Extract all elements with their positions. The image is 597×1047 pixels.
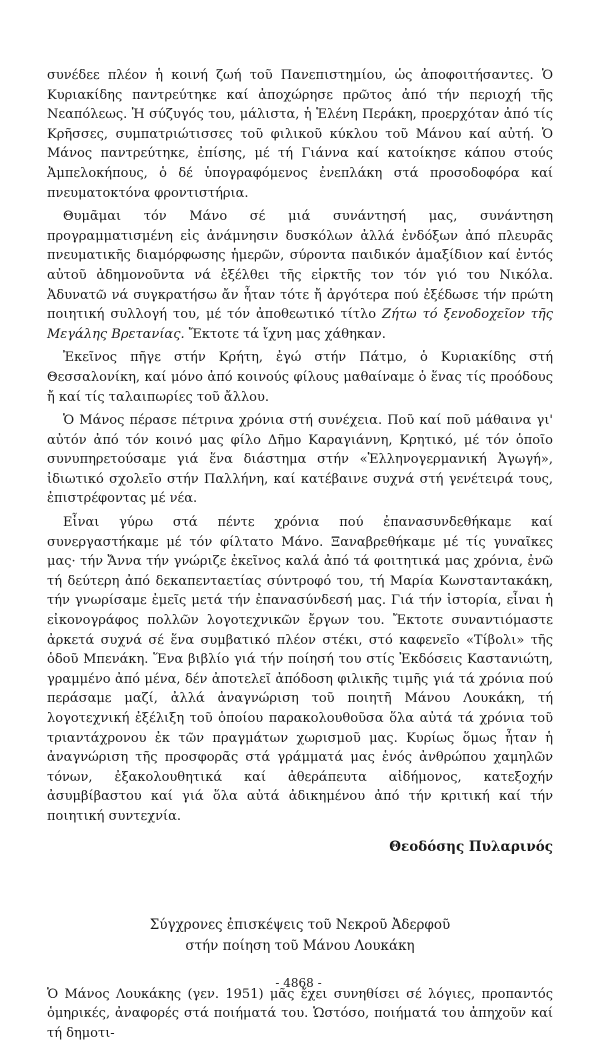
section-paragraph	[47, 985, 553, 1044]
paragraph-4-text: Ὁ Μάνος πέρασε πέτρινα χρόνια στή συνέχεια. Ποῦ καί ποῦ μάθαινα γι' αὐτόν ἀπό τόν κοινό μας φίλο Δῆμο Καραγιάννη, Κρητικό, μέ τόν ὁποῖο συνυπηρετούσαμε γιά ἕνα διάστημα στήν «Ἑλληνογερμανική Ἀγωγή», ἰδιωτικό σχολεῖο στήν Παλλήνη, καί κατέβαινε συχνά στή γενέτειρά τους, ἐπιστρέφοντας μέ νέα.	[47, 413, 553, 507]
section-title-line-2: στήν ποίηση τοῦ Μάνου Λουκάκη	[185, 937, 415, 954]
page-number: - 4868 -	[275, 976, 322, 990]
paragraph-3-text: Ἐκεῖνος πῆγε στήν Κρήτη, ἐγώ στήν Πάτμο, ὁ Κυριακίδης στή Θεσσαλονίκη, καί μόνο ἀπό κοινούς φίλους μαθαίναμε ὁ ἕνας τίς προόδους ἤ καί τίς ταλαιπωρίες τοῦ ἄλλου.	[47, 350, 553, 405]
section-title	[47, 915, 553, 957]
paragraph-2	[47, 207, 553, 344]
paragraph-3	[47, 348, 553, 407]
book-title: Ζήτω τό ξενοδοχεῖον τῆς Μεγάλης Βρετανίας.	[47, 307, 553, 342]
paragraph-2-text-end: Ἔκτοτε τά ἴχνη μας χάθηκαν.	[184, 326, 386, 342]
paragraph-2-text: Θυμᾶμαι τόν Μάνο σέ μιά συνάντησή μας, συνάντηση προγραμματισμένη εἰς ἀνάμνησιν δυσκόλων ἀλλά ἐνδόξων ἀπό πλευρᾶς πνευματικῆς διαμόρφωσης ἡμερῶν, σύροντα παιδικόν ἁμαξίδιον καί ἐντός αὐτοῦ ἀδημονοῦντα νά ἐξέλθει τῆς εἱρκτῆς τον τόν γιό του Νικόλα. Ἀδυνατῶ νά συγκρατήσω ἄν ἦταν τότε ἤ ἀργότερα πού ἐξέδωσε τήν πρώτη ποιητική συλλογή του, μέ τόν ἀποθεωτικό τίτλο	[47, 209, 553, 323]
paragraph-1-text: συνέδεε πλέον ἡ κοινή ζωή τοῦ Πανεπιστημίου, ὡς ἀποφοιτήσαντες. Ὁ Κυριακίδης παντρεύτηκε καί ἀποχώρησε πρῶτος ἀπό τήν περιοχή τῆς Νεαπόλεως. Ἡ σύζυγός του, μάλιστα, ἡ Ἑλένη Περάκη, προερχόταν ἀπό τίς Κρῆσσες, συμπατριώτισσες τοῦ φιλικοῦ κύκλου τοῦ Μάνου καί αὐτή. Ὁ Μάνος παντρεύτηκε, ἐπίσης, μέ τή Γιάννα καί κατοίκησε κάπου στούς Ἀμπελοκήπους, ὁ δέ ὑπογραφόμενος ἐνεπλάκη στά προσοδοφόρα καί πνευματοκτόνα φροντιστήρια.	[47, 68, 553, 201]
paragraph-1	[47, 66, 553, 203]
section-title-line-1: Σύγχρονες ἐπισκέψεις τοῦ Νεκροῦ Ἀδερφοῦ	[149, 916, 451, 933]
paragraph-4	[47, 411, 553, 509]
author-signature: Θεοδόσης Πυλαρινός	[389, 838, 553, 855]
page-body	[47, 66, 553, 1047]
section-paragraph-text: Ὁ Μάνος Λουκάκης (γεν. 1951) μᾶς ἔχει συνηθίσει σέ λόγιες, προπαντός ὁμηρικές, ἀναφορές στά ποιήματά του. Ὡστόσο, ποιήματά του ἀπηχοῦν καί τή δημοτι-	[47, 986, 553, 1041]
paragraph-5	[47, 513, 553, 827]
paragraph-5-text: Εἶναι γύρω στά πέντε χρόνια πού ἐπανασυνδεθήκαμε καί συνεργαστήκαμε μέ τόν φίλτατο Μάνο. Ξαναβρεθήκαμε μέ τίς γυναῖκες μας· τήν Ἄννα τήν γνώριζε ἐκεῖνος καλά ἀπό τά φοιτητικά μας χρόνια, ἐνῶ τή δεύτερη ἀπό δεκαπενταετίας σύντροφό του, τή Μαρία Κωνσταντακάκη, τήν γνωρίσαμε ἐμεῖς μετά τήν ἐπανασύνδεσή μας. Γιά τήν ἱστορία, εἶναι ἡ εἰκονογράφος πολλῶν λογοτεχνικῶν ἔργων του. Ἔκτοτε συναντιόμαστε ἀρκετά συχνά σέ ἕνα συμβατικό πλέον στέκι, στό καφενεῖο «Τίβολι» τῆς ὁδοῦ Μπενάκη. Ἕνα βιβλίο γιά τήν ποίησή του στίς Ἐκδόσεις Καστανιώτη, γραμμένο ἀπό μένα, δέν ἀποτελεῖ ἀπόδοση φιλικῆς τιμῆς γιά τά χρόνια πού περάσαμε μαζί, ἀλλά ἀναγνώριση τοῦ ποιητῆ Μάνου Λουκάκη, τή λογοτεχνική ἐξέλιξη τοῦ ὁποίου παρακολουθοῦσα ὅλα αὐτά τά χρόνια τοῦ τριαντάχρονου ἐκ τῶν πραγμάτων χωρισμοῦ μας. Κυρίως ὅμως ἦταν ἡ ἀναγνώριση τῆς προσφορᾶς στά γράμματά μας ἑνός ἀνθρώπου χαμηλῶν τόνων, ἐξακολουθητικά καί ἀθεράπευτα αἰδήμονος, κατεξοχήν ἀσυμβίβαστου καί γιά ὅλα αὐτά ἀδικημένου ἀπό τήν κριτική καί τήν ποιητική συντεχνία.	[47, 515, 553, 824]
